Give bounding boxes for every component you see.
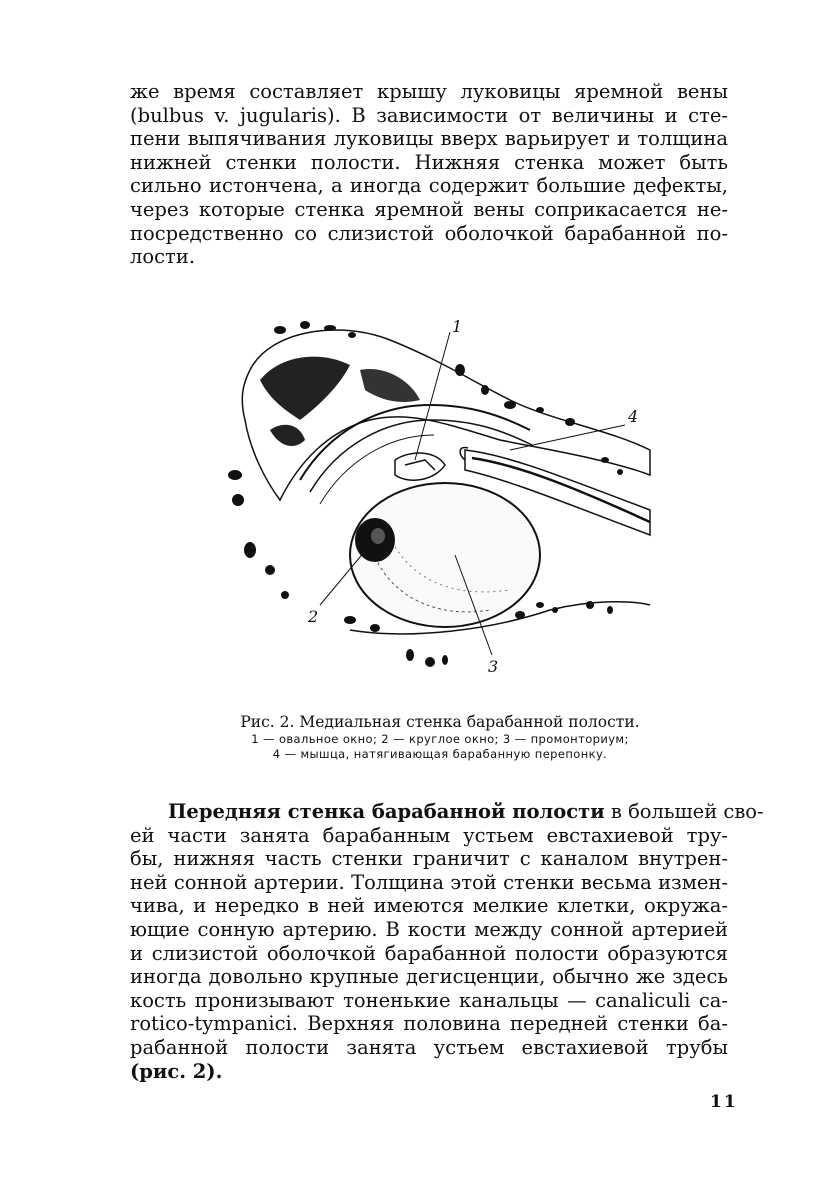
text-line: лости.	[130, 245, 196, 269]
figure-label-3: 3	[488, 657, 499, 676]
text-line: ней сонной артерии. Толщина этой стенки весьма измен-	[130, 870, 728, 894]
figure-label-2: 2	[308, 607, 319, 626]
figure-caption	[200, 712, 680, 762]
caption-legend	[200, 732, 680, 762]
bold-heading: Передняя стенка барабанной полости	[168, 800, 605, 823]
text-line: посредственно со слизистой оболочкой барабанной по-	[130, 221, 728, 245]
text-line: нижней стенки полости. Нижняя стенка может быть	[130, 150, 728, 174]
text-line: бы, нижняя часть стенки граничит с каналом внутрен-	[130, 847, 728, 871]
anatomical-illustration	[210, 310, 660, 690]
text-span: в большей сво-	[604, 800, 764, 823]
text-line	[130, 800, 764, 824]
text-line: и слизистой оболочкой барабанной полости образуются	[130, 941, 728, 965]
text-line: ющие сонную артерию. В кости между сонной артерией	[130, 917, 728, 941]
text-line: чива, и нередко в ней имеются мелкие клетки, окружа-	[130, 894, 728, 918]
caption-title: Рис. 2. Медиальная стенка барабанной полости.	[240, 713, 640, 731]
text-line: ей части занята барабанным устьем евстахиевой тру-	[130, 823, 728, 847]
text-line: пени выпячивания луковицы вверх варьирует и толщина	[130, 127, 728, 151]
oval-window-stapes	[395, 453, 445, 480]
text-line: иногда довольно крупные дегисценции, обычно же здесь	[130, 965, 728, 989]
text-line: (bulbus v. jugularis). В зависимости от величины и сте-	[130, 103, 728, 127]
text-line: roticо-tympanici. Верхняя половина передней стенки ба-	[130, 1012, 728, 1036]
caption-legend-line: 1 — овальное окно; 2 — круглое окно; 3 — промонториум;	[251, 732, 629, 746]
text-line: рабанной полости занята устьем евстахиевой трубы	[130, 1035, 728, 1059]
figure-label-1: 1	[452, 317, 463, 336]
text-line: кость пронизывают тоненькие канальцы — canaliculi ca-	[130, 988, 728, 1012]
figure-label-4: 4	[628, 407, 639, 426]
text-line: сильно истончена, а иногда содержит большие дефекты,	[130, 174, 728, 198]
text-line: же время составляет крышу луковицы яремной вены	[130, 80, 728, 103]
paragraph-2	[130, 800, 764, 1083]
paragraph-1	[130, 80, 728, 269]
caption-legend-line: 4 — мышца, натягивающая барабанную перепонку.	[272, 747, 608, 761]
text-line: (рис. 2).	[130, 1059, 223, 1083]
text-line: через которые стенка яремной вены соприкасается не-	[130, 197, 728, 221]
page-number: 11	[710, 1092, 738, 1112]
